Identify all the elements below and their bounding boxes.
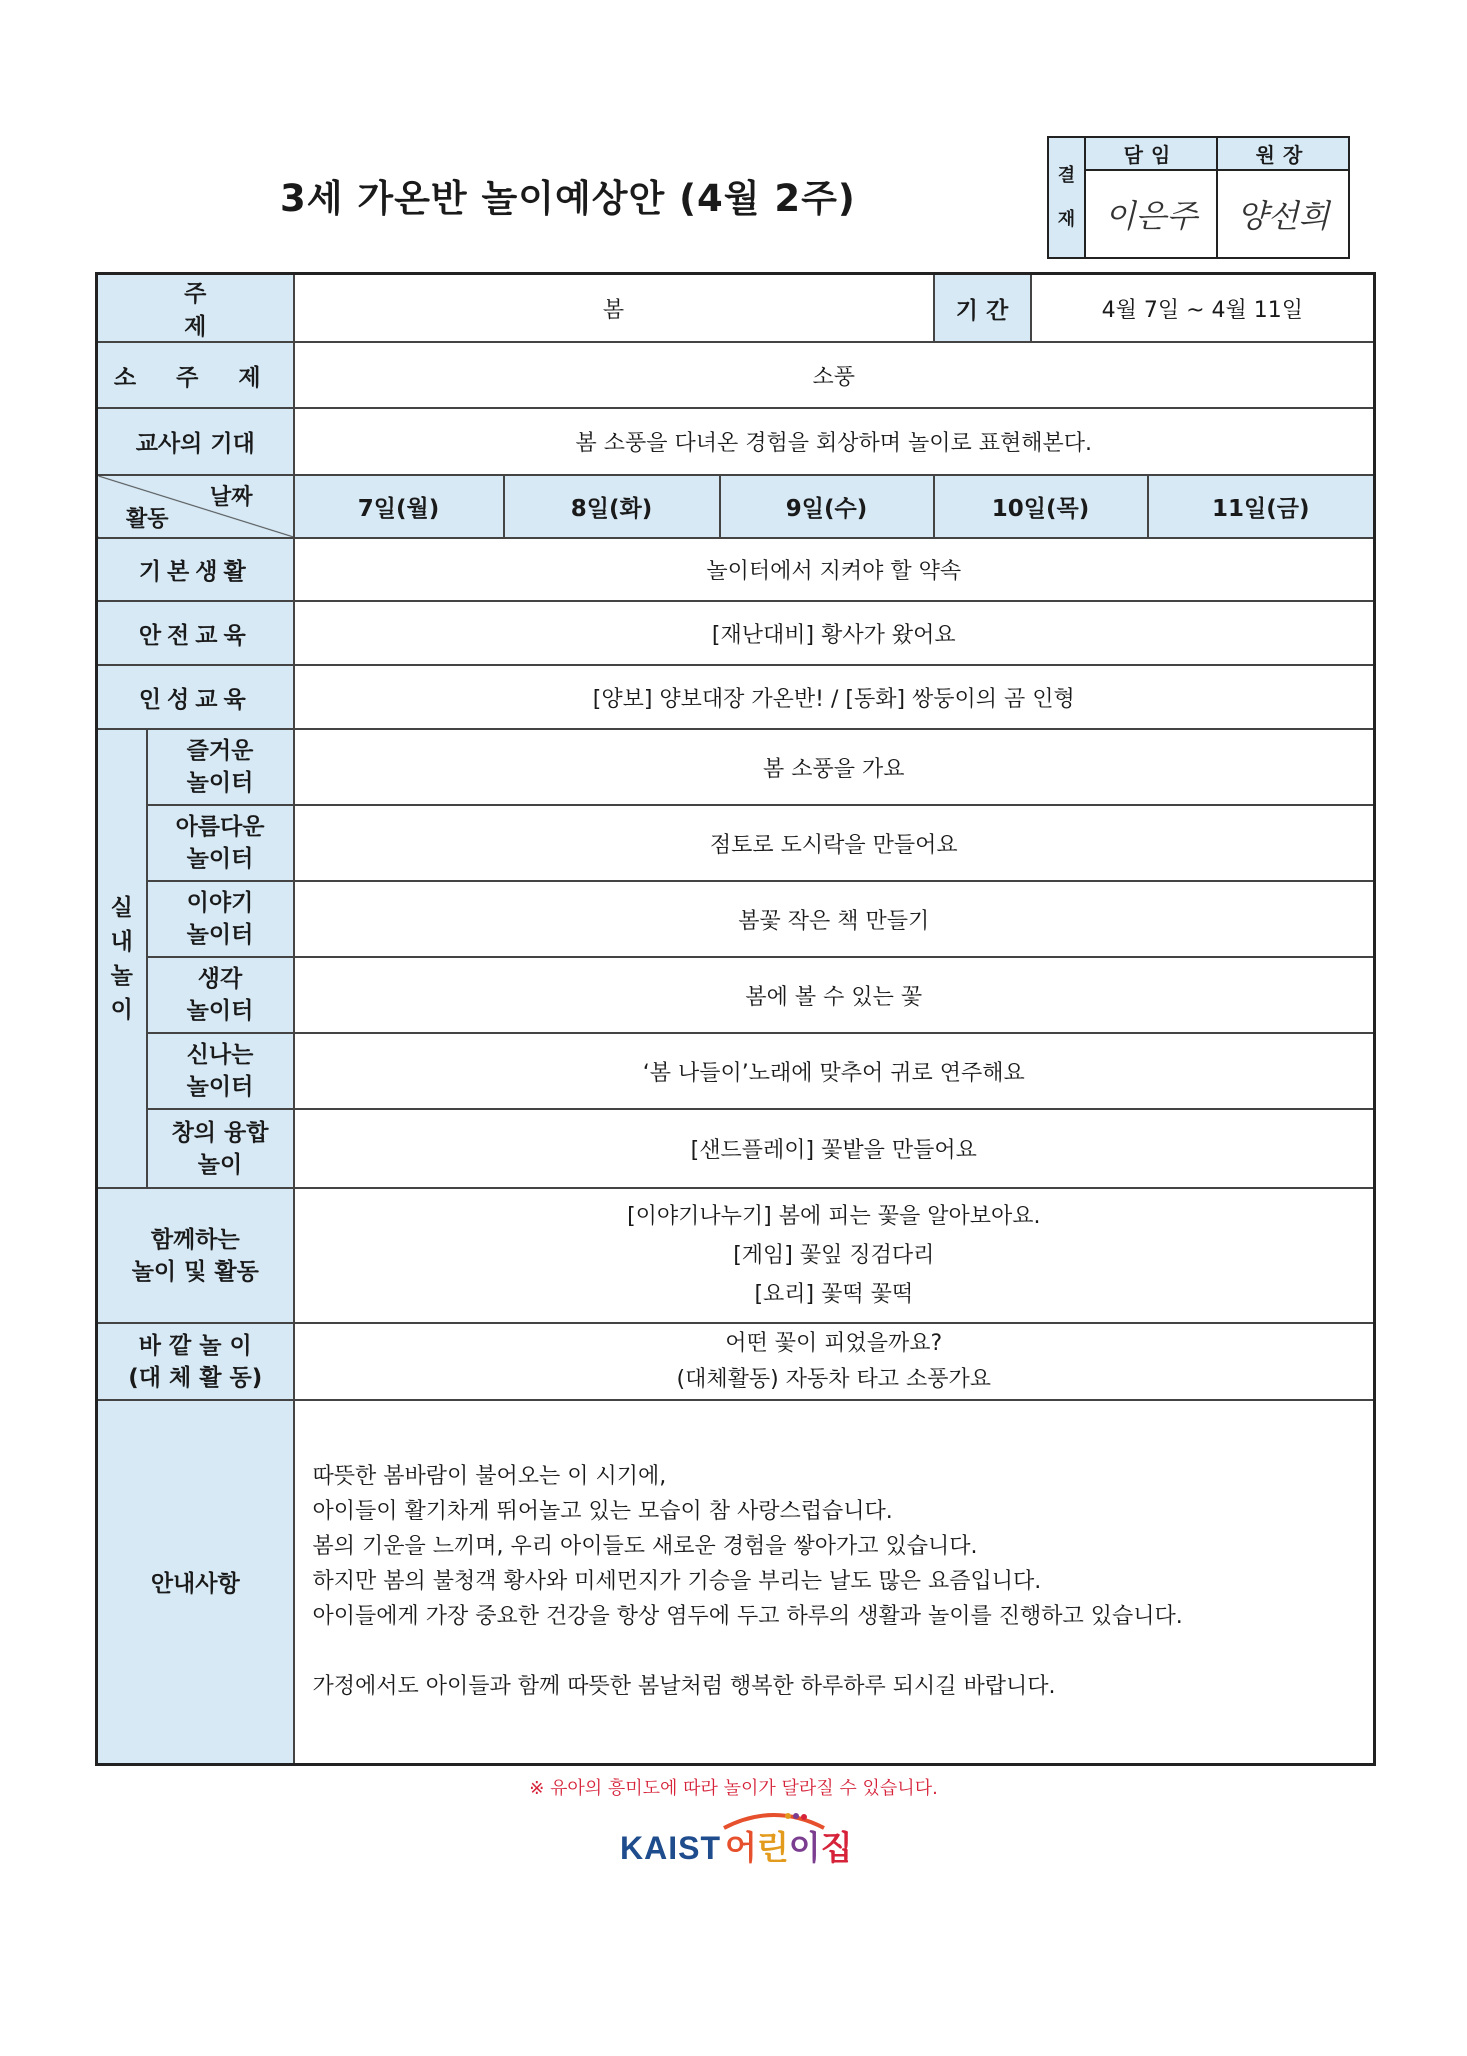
- day-tue: 8일(화): [504, 475, 720, 538]
- indoor-label: [147, 1033, 294, 1109]
- footnote: ※ 유아의 흥미도에 따라 놀이가 달라질 수 있습니다.: [529, 1778, 938, 1799]
- indoor-row: [97, 805, 1375, 881]
- head-teacher-label: 담임: [1085, 137, 1217, 170]
- subtopic-row: [97, 342, 1375, 408]
- day-mon: 7일(월): [294, 475, 504, 538]
- outdoor-label-line1: 바 깥 놀 이: [138, 1332, 252, 1359]
- together-label-line1: 함께하는: [150, 1226, 240, 1253]
- logo-kindergarten: 어린이집: [725, 1828, 853, 1867]
- character-value: [양보] 양보대장 가온반! / [동화] 쌍둥이의 곰 인형: [294, 665, 1375, 729]
- indoor-row: [97, 729, 1375, 805]
- indoor-label: [147, 805, 294, 881]
- outdoor-line: (대체활동) 자동차 타고 소풍가요: [676, 1366, 991, 1392]
- indoor-label: [147, 957, 294, 1033]
- character-label: 인성교육: [97, 665, 294, 729]
- character-row: [97, 665, 1375, 729]
- director-label: 원장: [1217, 137, 1349, 170]
- approval-box: [1047, 136, 1350, 259]
- expectation-value: 봄 소풍을 다녀온 경험을 회상하며 놀이로 표현해본다.: [294, 408, 1375, 475]
- safety-label: 안전교육: [97, 601, 294, 665]
- indoor-label-line2: 놀이터: [186, 1074, 254, 1100]
- kaist-kindergarten-logo: [620, 1808, 853, 1868]
- notice-body: [294, 1400, 1375, 1764]
- approval-side-label: [1048, 137, 1085, 258]
- notice-closing: 가정에서도 아이들과 함께 따뜻한 봄날처럼 행복한 하루하루 되시길 바랍니다.: [312, 1674, 1056, 1700]
- topic-row: [97, 274, 1375, 343]
- indoor-group-char: 놀: [110, 962, 133, 989]
- indoor-label: [147, 1109, 294, 1188]
- indoor-label-line1: 아름다운: [175, 814, 265, 840]
- notice-line: 따뜻한 봄바람이 불어오는 이 시기에,: [312, 1464, 667, 1490]
- notice-label: 안내사항: [97, 1400, 294, 1764]
- together-row: [97, 1188, 1375, 1323]
- outdoor-label-line2: (대 체 활 동): [128, 1364, 263, 1391]
- outdoor-row: [97, 1323, 1375, 1400]
- indoor-label-line2: 놀이: [197, 1151, 243, 1178]
- topic-label: 주 제: [97, 274, 294, 343]
- safety-value: [재난대비] 황사가 왔어요: [294, 601, 1375, 665]
- indoor-label-line2: 놀이터: [186, 998, 254, 1024]
- together-line: [이야기나누기] 봄에 피는 꽃을 알아보아요.: [627, 1204, 1041, 1229]
- period-value: 4월 7일 ~ 4월 11일: [1031, 274, 1375, 343]
- together-label: [97, 1188, 294, 1323]
- logo-roof-icon: [714, 1808, 834, 1830]
- indoor-value: ‘봄 나들이’노래에 맞추어 귀로 연주해요: [294, 1033, 1375, 1109]
- weekly-plan-table: [95, 272, 1376, 1766]
- indoor-group-label: [97, 729, 147, 1188]
- indoor-label-line2: 놀이터: [186, 770, 254, 796]
- safety-row: [97, 601, 1375, 665]
- indoor-row: [97, 1109, 1375, 1188]
- indoor-value: 봄에 볼 수 있는 꽃: [294, 957, 1375, 1033]
- date-activity-header: [97, 475, 294, 538]
- director-signature: 양선희: [1217, 170, 1349, 258]
- days-row: [97, 475, 1375, 538]
- period-label: 기 간: [934, 274, 1031, 343]
- day-fri: 11일(금): [1148, 475, 1375, 538]
- topic-value: 봄: [294, 274, 934, 343]
- basic-life-value: 놀이터에서 지켜야 할 약속: [294, 538, 1375, 601]
- date-label: 날짜: [210, 485, 253, 510]
- notice-line: 아이들에게 가장 중요한 건강을 항상 염두에 두고 하루의 생활과 놀이를 진행하고 있습니다.: [312, 1604, 1183, 1630]
- outdoor-label: [97, 1323, 294, 1400]
- outdoor-value: [294, 1323, 1375, 1400]
- indoor-label-line2: 놀이터: [186, 846, 254, 872]
- indoor-value: 봄 소풍을 가요: [294, 729, 1375, 805]
- indoor-label-line1: 이야기: [186, 890, 254, 916]
- teacher-signature: 이은주: [1085, 170, 1217, 258]
- indoor-group-text: [98, 891, 146, 1027]
- together-line: [게임] 꽃잎 징검다리: [733, 1243, 935, 1268]
- indoor-label-line1: 신나는: [186, 1042, 254, 1068]
- notice-row: [97, 1400, 1375, 1764]
- indoor-value: 봄꽃 작은 책 만들기: [294, 881, 1375, 957]
- expectation-row: [97, 408, 1375, 475]
- indoor-label-line1: 생각: [197, 966, 243, 992]
- indoor-label: [147, 881, 294, 957]
- notice-spacer: [313, 1634, 1358, 1669]
- logo-brand: KAIST: [620, 1830, 721, 1866]
- indoor-group-char: 이: [110, 996, 133, 1023]
- basic-life-row: [97, 538, 1375, 601]
- expectation-label: 교사의 기대: [97, 408, 294, 475]
- indoor-label-line2: 놀이터: [186, 922, 254, 948]
- indoor-row: [97, 881, 1375, 957]
- basic-life-label: 기본생활: [97, 538, 294, 601]
- approval-side-top: 결: [1057, 164, 1076, 186]
- indoor-group-char: 내: [110, 928, 133, 955]
- activity-label: 활동: [126, 507, 169, 532]
- together-line: [요리] 꽃떡 꽃떡: [754, 1282, 914, 1307]
- approval-side-bottom: 재: [1057, 208, 1076, 230]
- notice-line: 봄의 기운을 느끼며, 우리 아이들도 새로운 경험을 쌓아가고 있습니다.: [312, 1534, 978, 1560]
- subtopic-label: 소 주 제: [97, 342, 294, 408]
- indoor-group-char: 실: [110, 894, 133, 921]
- notice-line: 하지만 봄의 불청객 황사와 미세먼지가 기승을 부리는 날도 많은 요즘입니다.: [312, 1569, 1042, 1595]
- document-title: 3세 가온반 놀이예상안 (4월 2주): [280, 177, 856, 220]
- subtopic-value: 소풍: [294, 342, 1375, 408]
- indoor-row: [97, 957, 1375, 1033]
- day-wed: 9일(수): [720, 475, 934, 538]
- indoor-value: 점토로 도시락을 만들어요: [294, 805, 1375, 881]
- day-thu: 10일(목): [934, 475, 1148, 538]
- together-value: [294, 1188, 1375, 1323]
- notice-line: 아이들이 활기차게 뛰어놀고 있는 모습이 참 사랑스럽습니다.: [312, 1499, 893, 1525]
- outdoor-line: 어떤 꽃이 피었을까요?: [725, 1330, 943, 1356]
- indoor-label: [147, 729, 294, 805]
- indoor-label-line1: 즐거운: [186, 738, 254, 764]
- indoor-value: [샌드플레이] 꽃밭을 만들어요: [294, 1109, 1375, 1188]
- indoor-row: [97, 1033, 1375, 1109]
- indoor-label-line1: 창의 융합: [171, 1119, 269, 1146]
- together-label-line2: 놀이 및 활동: [131, 1258, 259, 1285]
